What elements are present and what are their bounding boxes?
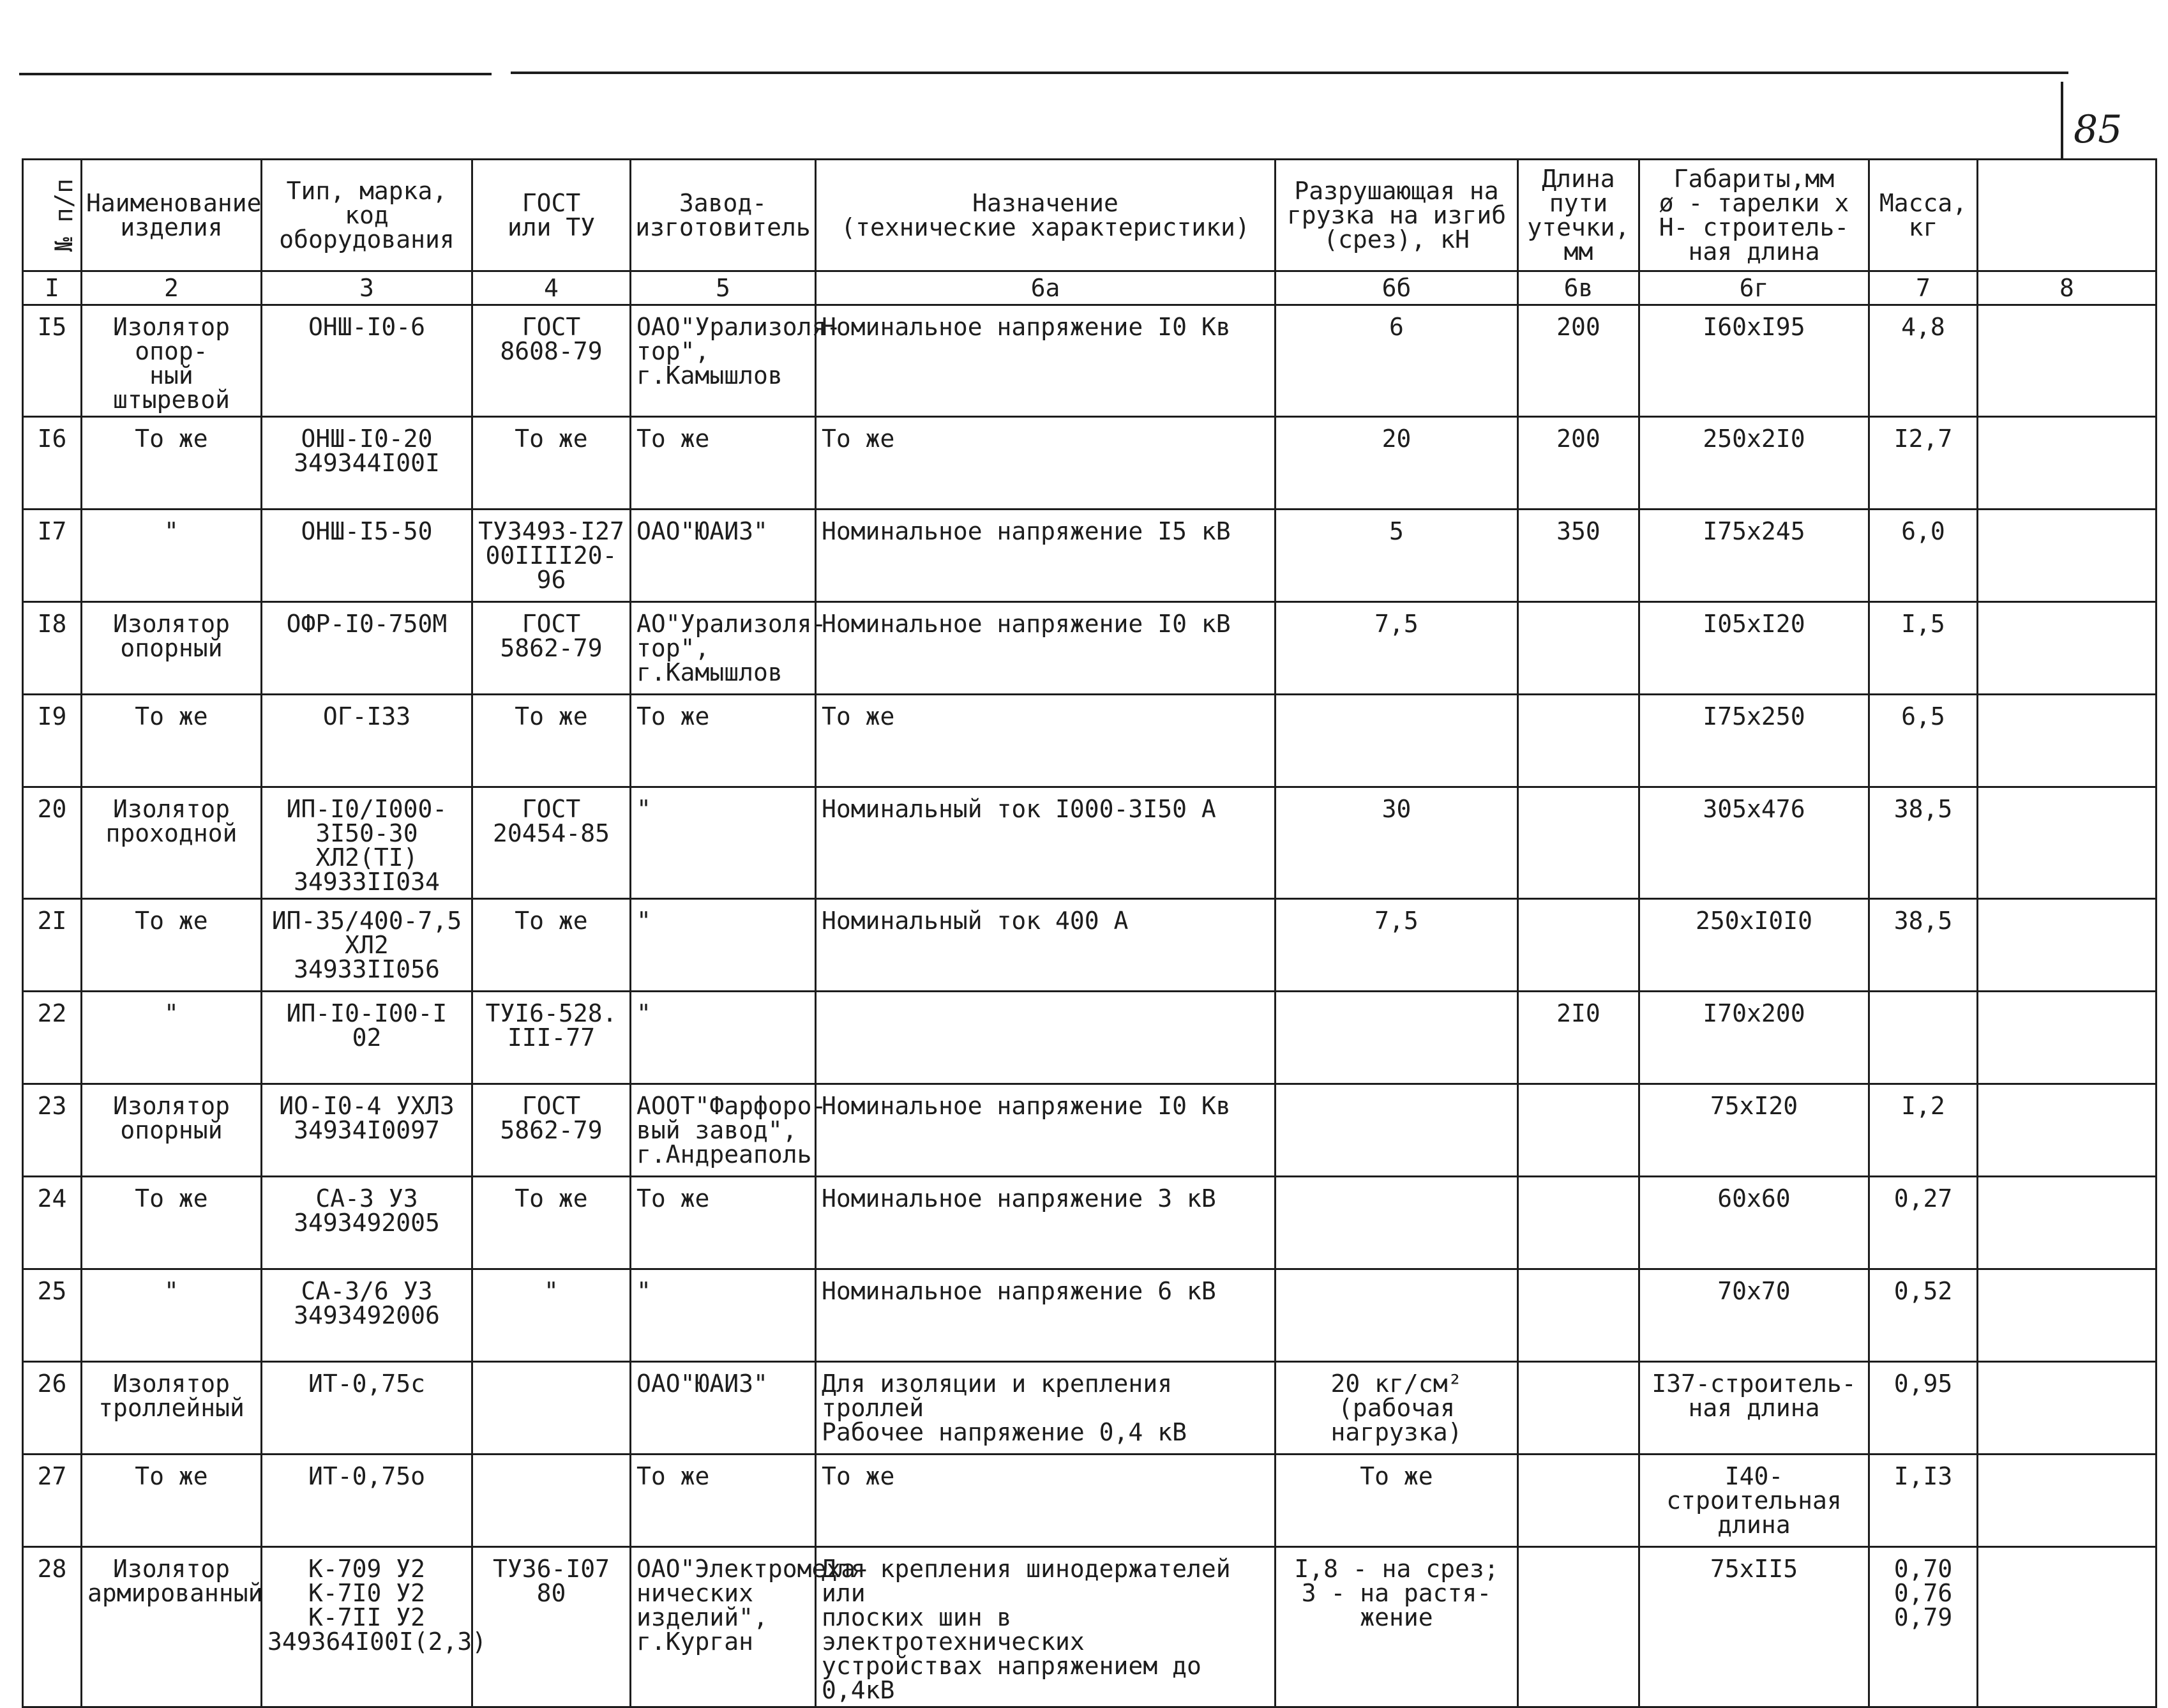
cell-dimensions: I05хI20 — [1639, 602, 1869, 695]
cell-manufacturer: АО"Урализоля- тор", г.Камышлов — [631, 602, 816, 695]
cell-gost-ref: ТУI6-528. III-77 — [472, 992, 631, 1084]
cell-purpose: То же — [816, 1455, 1276, 1547]
cell-manufacturer: " — [631, 1269, 816, 1362]
cell-purpose: Номинальное напряжение I0 Кв — [816, 1084, 1276, 1177]
cell-dimensions: 250х2I0 — [1639, 417, 1869, 510]
cell-mass: 38,5 — [1869, 787, 1978, 899]
cell-row-number: 23 — [23, 1084, 82, 1177]
cell-manufacturer: " — [631, 992, 816, 1084]
cell-row-number: 22 — [23, 992, 82, 1084]
cell-col-8 — [1978, 1269, 2157, 1362]
cell-purpose: Для крепления шинодержателей или плоских шин в электротехнических устройствах напряжением до 0,4кВ — [816, 1547, 1276, 1707]
header-col-4: ГОСТ или ТУ — [472, 160, 631, 271]
cell-col-8 — [1978, 992, 2157, 1084]
cell-manufacturer: То же — [631, 1455, 816, 1547]
cell-gost-ref — [472, 1455, 631, 1547]
cell-manufacturer: АООТ"Фарфоро- вый завод", г.Андреаполь — [631, 1084, 816, 1177]
cell-purpose: Номинальный ток 400 А — [816, 899, 1276, 992]
cell-dimensions: I60хI95 — [1639, 305, 1869, 417]
cell-row-number: 27 — [23, 1455, 82, 1547]
table-row — [23, 787, 2157, 899]
cell-gost-ref: ГОСТ 8608-79 — [472, 305, 631, 417]
table-row — [23, 305, 2157, 417]
cell-breaking-load: 30 — [1276, 787, 1518, 899]
header-col-5: Завод- изготовитель — [631, 160, 816, 271]
cell-type-code: К-709 У2 К-7I0 У2 К-7II У2 349364I00I(2,3) — [262, 1547, 472, 1707]
cell-breaking-load: 5 — [1276, 510, 1518, 602]
cell-type-code: СА-3/6 У3 3493492006 — [262, 1269, 472, 1362]
cell-breaking-load: I,8 - на срез; 3 - на растя- жение — [1276, 1547, 1518, 1707]
cell-product-name: Изолятор опор- ный штыревой — [82, 305, 262, 417]
cell-leakage-length — [1518, 787, 1639, 899]
cell-mass: I,2 — [1869, 1084, 1978, 1177]
header-col-3: Тип, марка, код оборудования — [262, 160, 472, 271]
page-number-box-border — [2061, 82, 2063, 160]
cell-gost-ref: То же — [472, 417, 631, 510]
cell-gost-ref: То же — [472, 1177, 631, 1269]
column-number-row — [23, 271, 2157, 305]
cell-mass: I2,7 — [1869, 417, 1978, 510]
header-row — [23, 160, 2157, 271]
header-col-8 — [1978, 160, 2157, 271]
cell-row-number: 20 — [23, 787, 82, 899]
table-header — [23, 160, 2157, 305]
cell-breaking-load: 6 — [1276, 305, 1518, 417]
cell-mass: 6,5 — [1869, 695, 1978, 787]
col-number: 8 — [1978, 271, 2157, 305]
cell-col-8 — [1978, 1362, 2157, 1455]
cell-type-code: ИТ-0,75с — [262, 1362, 472, 1455]
header-col-2: Наименование изделия — [82, 160, 262, 271]
cell-breaking-load: 20 кг/см² (рабочая нагрузка) — [1276, 1362, 1518, 1455]
cell-product-name: Изолятор проходной — [82, 787, 262, 899]
cell-product-name: " — [82, 510, 262, 602]
cell-gost-ref — [472, 1362, 631, 1455]
cell-type-code: ИО-I0-4 УХЛ3 34934I0097 — [262, 1084, 472, 1177]
cell-breaking-load — [1276, 695, 1518, 787]
cell-breaking-load: 7,5 — [1276, 899, 1518, 992]
cell-gost-ref: ТУ3493-I27 00IIII20-96 — [472, 510, 631, 602]
col-number: 6а — [816, 271, 1276, 305]
cell-dimensions: I37-строитель- ная длина — [1639, 1362, 1869, 1455]
header-col-1: № п/п — [23, 160, 82, 271]
col-number: 2 — [82, 271, 262, 305]
cell-row-number: I7 — [23, 510, 82, 602]
cell-product-name: То же — [82, 695, 262, 787]
cell-manufacturer: " — [631, 787, 816, 899]
cell-col-8 — [1978, 1084, 2157, 1177]
cell-breaking-load: То же — [1276, 1455, 1518, 1547]
cell-leakage-length — [1518, 602, 1639, 695]
cell-row-number: 24 — [23, 1177, 82, 1269]
cell-gost-ref: ГОСТ 20454-85 — [472, 787, 631, 899]
cell-type-code: ОГ-I33 — [262, 695, 472, 787]
cell-product-name: То же — [82, 1455, 262, 1547]
cell-breaking-load — [1276, 1269, 1518, 1362]
cell-row-number: 25 — [23, 1269, 82, 1362]
table-row — [23, 992, 2157, 1084]
cell-manufacturer: ОАО"Электромеха- нических изделий", г.Курган — [631, 1547, 816, 1707]
cell-type-code: ИТ-0,75о — [262, 1455, 472, 1547]
cell-col-8 — [1978, 305, 2157, 417]
col-number: 6б — [1276, 271, 1518, 305]
header-col-6v: Длина пути утечки, мм — [1518, 160, 1639, 271]
cell-type-code: ИП-35/400-7,5 ХЛ2 34933II056 — [262, 899, 472, 992]
cell-row-number: 28 — [23, 1547, 82, 1707]
cell-leakage-length: 350 — [1518, 510, 1639, 602]
cell-dimensions: 60х60 — [1639, 1177, 1869, 1269]
cell-type-code: ИП-I0-I00-I 02 — [262, 992, 472, 1084]
cell-product-name: Изолятор армированный — [82, 1547, 262, 1707]
cell-purpose: Номинальное напряжение 3 кВ — [816, 1177, 1276, 1269]
cell-row-number: I5 — [23, 305, 82, 417]
col-number: I — [23, 271, 82, 305]
cell-type-code: ОНШ-I5-50 — [262, 510, 472, 602]
table-row — [23, 1362, 2157, 1455]
cell-product-name: Изолятор опорный — [82, 1084, 262, 1177]
table-row — [23, 510, 2157, 602]
header-col-6g: Габариты,мм ø - тарелки х Н- строитель- ная длина — [1639, 160, 1869, 271]
table-row — [23, 1547, 2157, 1707]
cell-breaking-load — [1276, 1177, 1518, 1269]
cell-mass: 4,8 — [1869, 305, 1978, 417]
cell-col-8 — [1978, 899, 2157, 992]
cell-manufacturer: ОАО"ЮАИЗ" — [631, 510, 816, 602]
cell-gost-ref: То же — [472, 899, 631, 992]
cell-breaking-load — [1276, 1084, 1518, 1177]
cell-breaking-load — [1276, 992, 1518, 1084]
cell-manufacturer: То же — [631, 417, 816, 510]
cell-leakage-length — [1518, 1455, 1639, 1547]
col-number: 6в — [1518, 271, 1639, 305]
table-row — [23, 1177, 2157, 1269]
cell-type-code: ИП-I0/I000- 3I50-30 ХЛ2(ТI) 34933II034 — [262, 787, 472, 899]
cell-row-number: I6 — [23, 417, 82, 510]
cell-manufacturer: " — [631, 899, 816, 992]
cell-purpose — [816, 992, 1276, 1084]
cell-mass: I,I3 — [1869, 1455, 1978, 1547]
cell-row-number: 2I — [23, 899, 82, 992]
cell-mass: 0,27 — [1869, 1177, 1978, 1269]
cell-mass: 38,5 — [1869, 899, 1978, 992]
cell-row-number: 26 — [23, 1362, 82, 1455]
cell-purpose: Номинальный ток I000-3I50 А — [816, 787, 1276, 899]
cell-leakage-length: 200 — [1518, 305, 1639, 417]
insulator-spec-table — [22, 158, 2157, 1708]
cell-product-name: Изолятор опорный — [82, 602, 262, 695]
cell-manufacturer: То же — [631, 1177, 816, 1269]
top-rule-right — [511, 72, 2068, 74]
cell-product-name: " — [82, 992, 262, 1084]
cell-purpose: То же — [816, 417, 1276, 510]
cell-dimensions: 250хI0I0 — [1639, 899, 1869, 992]
cell-dimensions: I70х200 — [1639, 992, 1869, 1084]
cell-col-8 — [1978, 510, 2157, 602]
cell-purpose: Номинальное напряжение I0 кВ — [816, 602, 1276, 695]
cell-mass: 0,52 — [1869, 1269, 1978, 1362]
cell-leakage-length — [1518, 1547, 1639, 1707]
cell-col-8 — [1978, 417, 2157, 510]
cell-purpose: То же — [816, 695, 1276, 787]
cell-leakage-length — [1518, 1269, 1639, 1362]
cell-leakage-length — [1518, 695, 1639, 787]
cell-mass: 6,0 — [1869, 510, 1978, 602]
page-number: 85 — [2074, 107, 2123, 152]
cell-breaking-load: 7,5 — [1276, 602, 1518, 695]
cell-leakage-length: 200 — [1518, 417, 1639, 510]
col-number: 5 — [631, 271, 816, 305]
col-number: 6г — [1639, 271, 1869, 305]
cell-dimensions: 75хII5 — [1639, 1547, 1869, 1707]
cell-type-code: ОФР-I0-750М — [262, 602, 472, 695]
cell-dimensions: I75х250 — [1639, 695, 1869, 787]
cell-gost-ref: То же — [472, 695, 631, 787]
cell-gost-ref: ТУ36-I07 80 — [472, 1547, 631, 1707]
cell-col-8 — [1978, 695, 2157, 787]
cell-purpose: Номинальное напряжение I5 кВ — [816, 510, 1276, 602]
col-number: 7 — [1869, 271, 1978, 305]
cell-purpose: Номинальное напряжение I0 Кв — [816, 305, 1276, 417]
cell-gost-ref: ГОСТ 5862-79 — [472, 1084, 631, 1177]
cell-manufacturer: То же — [631, 695, 816, 787]
top-rule-left — [19, 73, 492, 75]
cell-leakage-length: 2I0 — [1518, 992, 1639, 1084]
cell-dimensions: 305х476 — [1639, 787, 1869, 899]
table-row — [23, 1269, 2157, 1362]
table-row — [23, 695, 2157, 787]
cell-product-name: " — [82, 1269, 262, 1362]
cell-col-8 — [1978, 1177, 2157, 1269]
cell-col-8 — [1978, 602, 2157, 695]
table-body — [23, 305, 2157, 1707]
cell-dimensions: 75хI20 — [1639, 1084, 1869, 1177]
cell-col-8 — [1978, 1455, 2157, 1547]
cell-leakage-length — [1518, 1177, 1639, 1269]
cell-col-8 — [1978, 1547, 2157, 1707]
cell-dimensions: I75х245 — [1639, 510, 1869, 602]
cell-product-name: То же — [82, 899, 262, 992]
cell-type-code: ОНШ-I0-6 — [262, 305, 472, 417]
cell-dimensions: 70х70 — [1639, 1269, 1869, 1362]
cell-gost-ref: " — [472, 1269, 631, 1362]
table-row — [23, 602, 2157, 695]
header-col-7: Масса, кг — [1869, 160, 1978, 271]
cell-leakage-length — [1518, 899, 1639, 992]
cell-product-name: Изолятор троллейный — [82, 1362, 262, 1455]
cell-leakage-length — [1518, 1084, 1639, 1177]
cell-purpose: Номинальное напряжение 6 кВ — [816, 1269, 1276, 1362]
cell-purpose: Для изоляции и крепления троллей Рабочее напряжение 0,4 кВ — [816, 1362, 1276, 1455]
table-row — [23, 899, 2157, 992]
cell-row-number: I8 — [23, 602, 82, 695]
table-row — [23, 1455, 2157, 1547]
cell-gost-ref: ГОСТ 5862-79 — [472, 602, 631, 695]
cell-leakage-length — [1518, 1362, 1639, 1455]
cell-dimensions: I40-строительная длина — [1639, 1455, 1869, 1547]
cell-product-name: То же — [82, 417, 262, 510]
cell-mass: 0,70 0,76 0,79 — [1869, 1547, 1978, 1707]
cell-mass: 0,95 — [1869, 1362, 1978, 1455]
cell-col-8 — [1978, 787, 2157, 899]
cell-breaking-load: 20 — [1276, 417, 1518, 510]
cell-manufacturer: ОАО"ЮАИЗ" — [631, 1362, 816, 1455]
cell-mass — [1869, 992, 1978, 1084]
header-col-6b: Разрушающая на грузка на изгиб (срез), кН — [1276, 160, 1518, 271]
cell-type-code: СА-3 У3 3493492005 — [262, 1177, 472, 1269]
col-number: 4 — [472, 271, 631, 305]
table-row — [23, 1084, 2157, 1177]
cell-type-code: ОНШ-I0-20 349344I00I — [262, 417, 472, 510]
header-col-6a: Назначение (технические характеристики) — [816, 160, 1276, 271]
cell-mass: I,5 — [1869, 602, 1978, 695]
cell-row-number: I9 — [23, 695, 82, 787]
cell-product-name: То же — [82, 1177, 262, 1269]
cell-manufacturer: ОАО"Урализоля- тор", г.Камышлов — [631, 305, 816, 417]
table-row — [23, 417, 2157, 510]
col-number: 3 — [262, 271, 472, 305]
